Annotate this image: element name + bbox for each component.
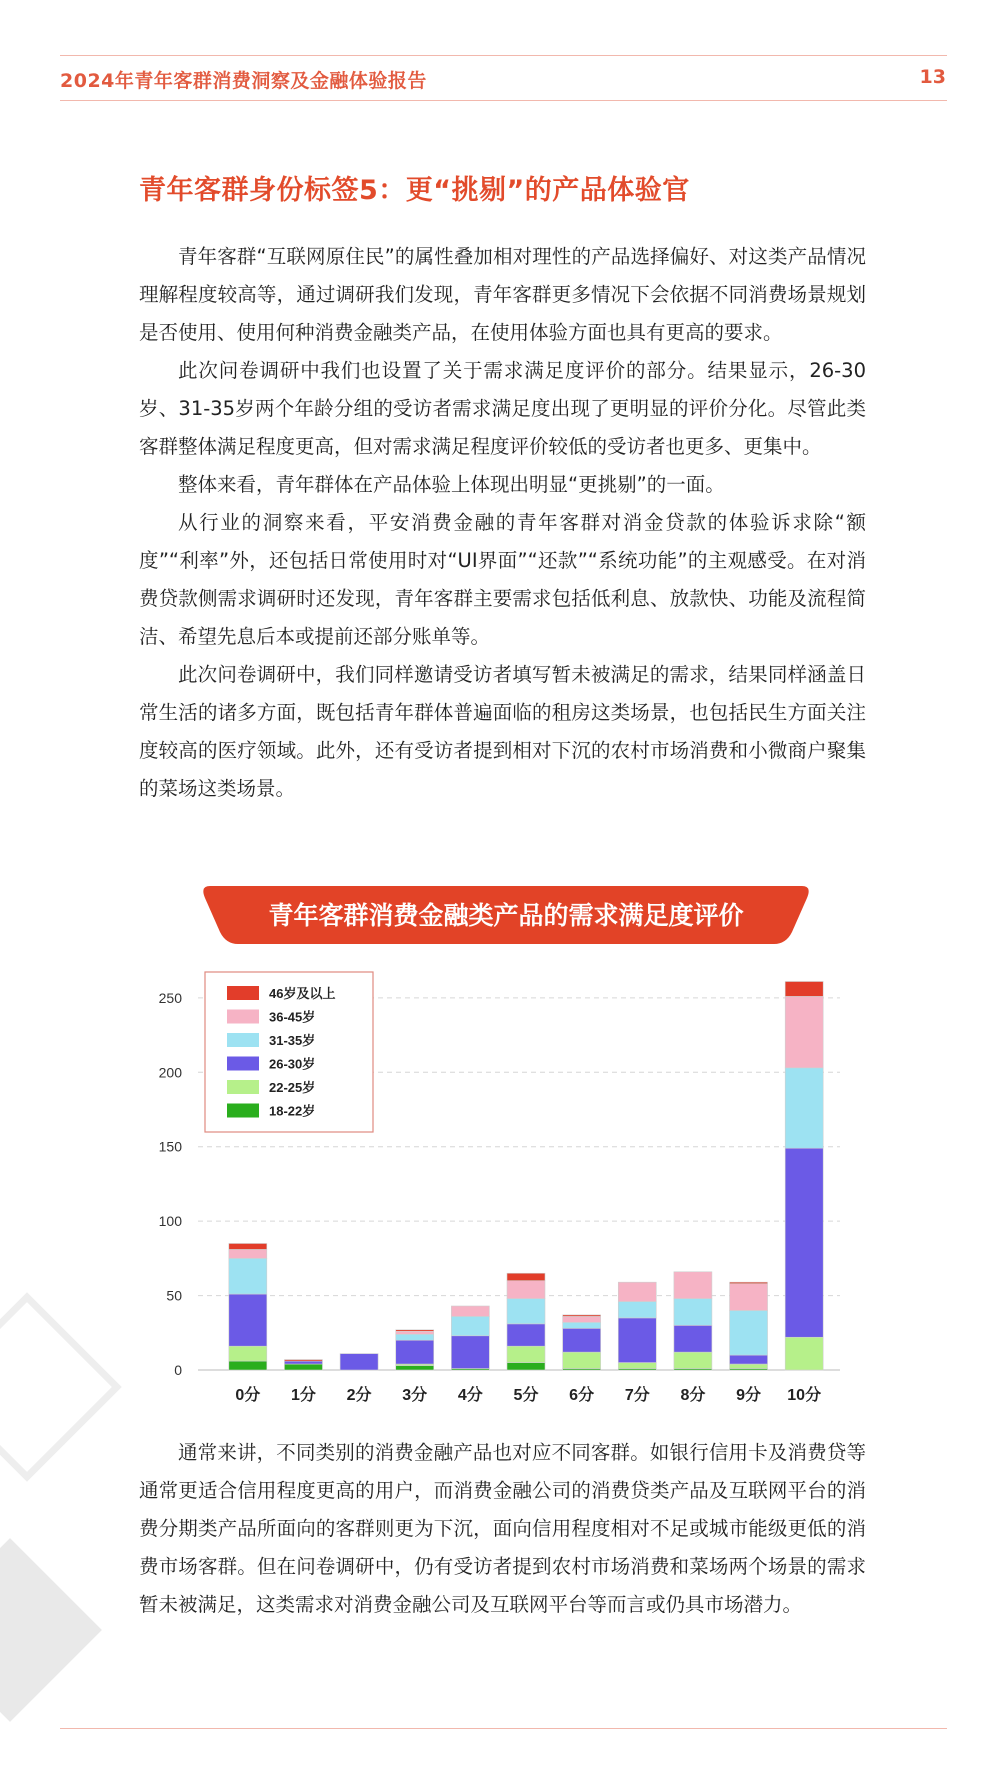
bar-segment	[618, 1302, 656, 1318]
body-text-bottom	[139, 1434, 866, 1624]
bar-segment	[229, 1249, 267, 1258]
legend-label: 22-25岁	[269, 1080, 316, 1095]
chart-title: 青年客群消费金融类产品的需求满足度评价	[268, 901, 744, 930]
page-number: 13	[919, 66, 946, 88]
paragraph: 此次问卷调研中，我们同样邀请受访者填写暂未被满足的需求，结果同样涵盖日常生活的诸多方面，既包括青年群体普遍面临的租房这类场景，也包括民生方面关注度较高的医疗领域。此外，还有受访者提到相对下沉的农村市场消费和小微商户聚集的菜场这类场景。	[139, 663, 866, 800]
bar-segment	[229, 1258, 267, 1294]
x-tick-label: 9分	[736, 1387, 761, 1404]
legend-label: 31-35岁	[269, 1033, 316, 1048]
bar-segment	[730, 1355, 768, 1364]
section-title: 青年客群身份标签5：更“挑剔”的产品体验官	[139, 175, 690, 206]
legend-swatch	[227, 1104, 259, 1118]
bar-segment	[396, 1334, 434, 1340]
x-tick-label: 2分	[346, 1387, 372, 1404]
bar-segment	[618, 1363, 656, 1369]
bar-segment	[507, 1273, 545, 1280]
bar-segment	[229, 1294, 267, 1346]
paragraph: 通常来讲，不同类别的消费金融产品也对应不同客群。如银行信用卡及消费贷等通常更适合信用程度更高的用户，而消费金融公司的消费贷类产品及互联网平台的消费分期类产品所面向的客群则更为下沉，面向信用程度相对不足或城市能级更低的消费市场客群。但在问卷调研中，仍有受访者提到农村市场消费和菜场两个场景的需求暂未被满足，这类需求对消费金融公司及互联网平台等而言或仍具市场潜力。	[139, 1441, 866, 1616]
bar-segment	[730, 1310, 768, 1355]
bar-segment	[284, 1360, 322, 1361]
decorative-diamond-outline	[0, 1292, 122, 1482]
bar-segment	[563, 1322, 601, 1328]
bar-segment	[507, 1363, 545, 1370]
bar-segment	[396, 1340, 434, 1364]
x-tick-label: 7分	[624, 1387, 650, 1404]
stacked-bar-chart	[150, 960, 850, 1410]
paragraph: 青年客群“互联网原住民”的属性叠加相对理性的产品选择偏好、对这类产品情况理解程度较高等，通过调研我们发现，青年客群更多情况下会依据不同消费场景规划是否使用、使用何种消费金融类产品，在使用体验方面也具有更高的要求。	[139, 245, 866, 344]
x-tick-label: 0分	[235, 1387, 261, 1404]
body-text-top	[139, 238, 866, 808]
bar-segment	[451, 1336, 489, 1369]
bar-segment	[674, 1272, 712, 1299]
bar-segment	[284, 1364, 322, 1370]
legend-swatch	[227, 1033, 259, 1047]
x-tick-label: 1分	[291, 1387, 316, 1404]
y-tick-label: 0	[174, 1362, 182, 1378]
y-tick-label: 150	[158, 1138, 182, 1155]
y-tick-label: 200	[158, 1064, 182, 1081]
bar-segment	[229, 1346, 267, 1361]
bar-segment	[785, 996, 823, 1067]
bar-segment	[563, 1352, 601, 1368]
decorative-diamond-solid	[0, 1538, 102, 1722]
bar-segment	[618, 1318, 656, 1363]
bar-segment	[507, 1281, 545, 1299]
bar-segment	[563, 1315, 601, 1316]
legend-label: 26-30岁	[269, 1056, 316, 1072]
x-tick-label: 5分	[513, 1387, 539, 1404]
legend-label: 46岁及以上	[269, 986, 336, 1001]
bar-segment	[730, 1284, 768, 1311]
bar-segment	[229, 1243, 267, 1249]
bar-segment	[229, 1361, 267, 1370]
chart-title-banner	[196, 886, 816, 944]
footer-rule	[60, 1728, 947, 1729]
bar-segment	[507, 1346, 545, 1362]
bar-segment	[340, 1354, 378, 1370]
x-tick-label: 8分	[680, 1387, 706, 1404]
bar-segment	[785, 982, 823, 997]
bar-segment	[396, 1330, 434, 1331]
x-tick-label: 6分	[569, 1387, 595, 1404]
bar-segment	[785, 1068, 823, 1148]
legend-swatch	[227, 1057, 259, 1071]
bar-segment	[785, 1148, 823, 1337]
legend-swatch	[227, 986, 259, 1000]
bar-segment	[674, 1325, 712, 1352]
bar-segment	[674, 1299, 712, 1326]
bar-segment	[785, 1337, 823, 1370]
bar-segment	[396, 1366, 434, 1370]
bar-segment	[507, 1324, 545, 1346]
bar-segment	[451, 1306, 489, 1316]
bar-segment	[674, 1352, 712, 1368]
legend-swatch	[227, 1080, 259, 1094]
bar-segment	[451, 1316, 489, 1335]
header-title: 2024年青年客群消费洞察及金融体验报告	[60, 70, 427, 92]
bar-segment	[563, 1328, 601, 1352]
paragraph: 整体来看，青年群体在产品体验上体现出明显“更挑剔”的一面。	[178, 473, 725, 496]
bar-segment	[563, 1316, 601, 1322]
y-tick-label: 50	[166, 1287, 182, 1304]
bar-segment	[730, 1282, 768, 1283]
bar-segment	[396, 1331, 434, 1334]
bar-segment	[618, 1282, 656, 1301]
x-tick-label: 10分	[787, 1387, 822, 1404]
header-rule-bottom	[60, 100, 947, 101]
bar-segment	[284, 1361, 322, 1364]
legend-swatch	[227, 1010, 259, 1024]
x-tick-label: 3分	[402, 1387, 428, 1404]
y-tick-label: 250	[158, 989, 182, 1006]
legend-label: 18-22岁	[269, 1103, 316, 1119]
paragraph: 从行业的洞察来看，平安消费金融的青年客群对消金贷款的体验诉求除“额度”“利率”外，还包括日常使用时对“UI界面”“还款”“系统功能”的主观感受。在对消费贷款侧需求调研时还发现，青年客群主要需求包括低利息、放款快、功能及流程简洁、希望先息后本或提前还部分账单等。	[139, 511, 866, 648]
bar-segment	[730, 1364, 768, 1368]
bar-segment	[507, 1299, 545, 1324]
y-tick-label: 100	[158, 1213, 182, 1230]
paragraph: 此次问卷调研中我们也设置了关于需求满足度评价的部分。结果显示，26-30岁、31-35岁两个年龄分组的受访者需求满足度出现了更明显的评价分化。尽管此类客群整体满足程度更高，但对需求满足程度评价较低的受访者也更多、更集中。	[139, 359, 866, 458]
legend-label: 36-45岁	[269, 1009, 316, 1025]
header-rule-top	[60, 55, 947, 56]
x-tick-label: 4分	[457, 1387, 483, 1404]
